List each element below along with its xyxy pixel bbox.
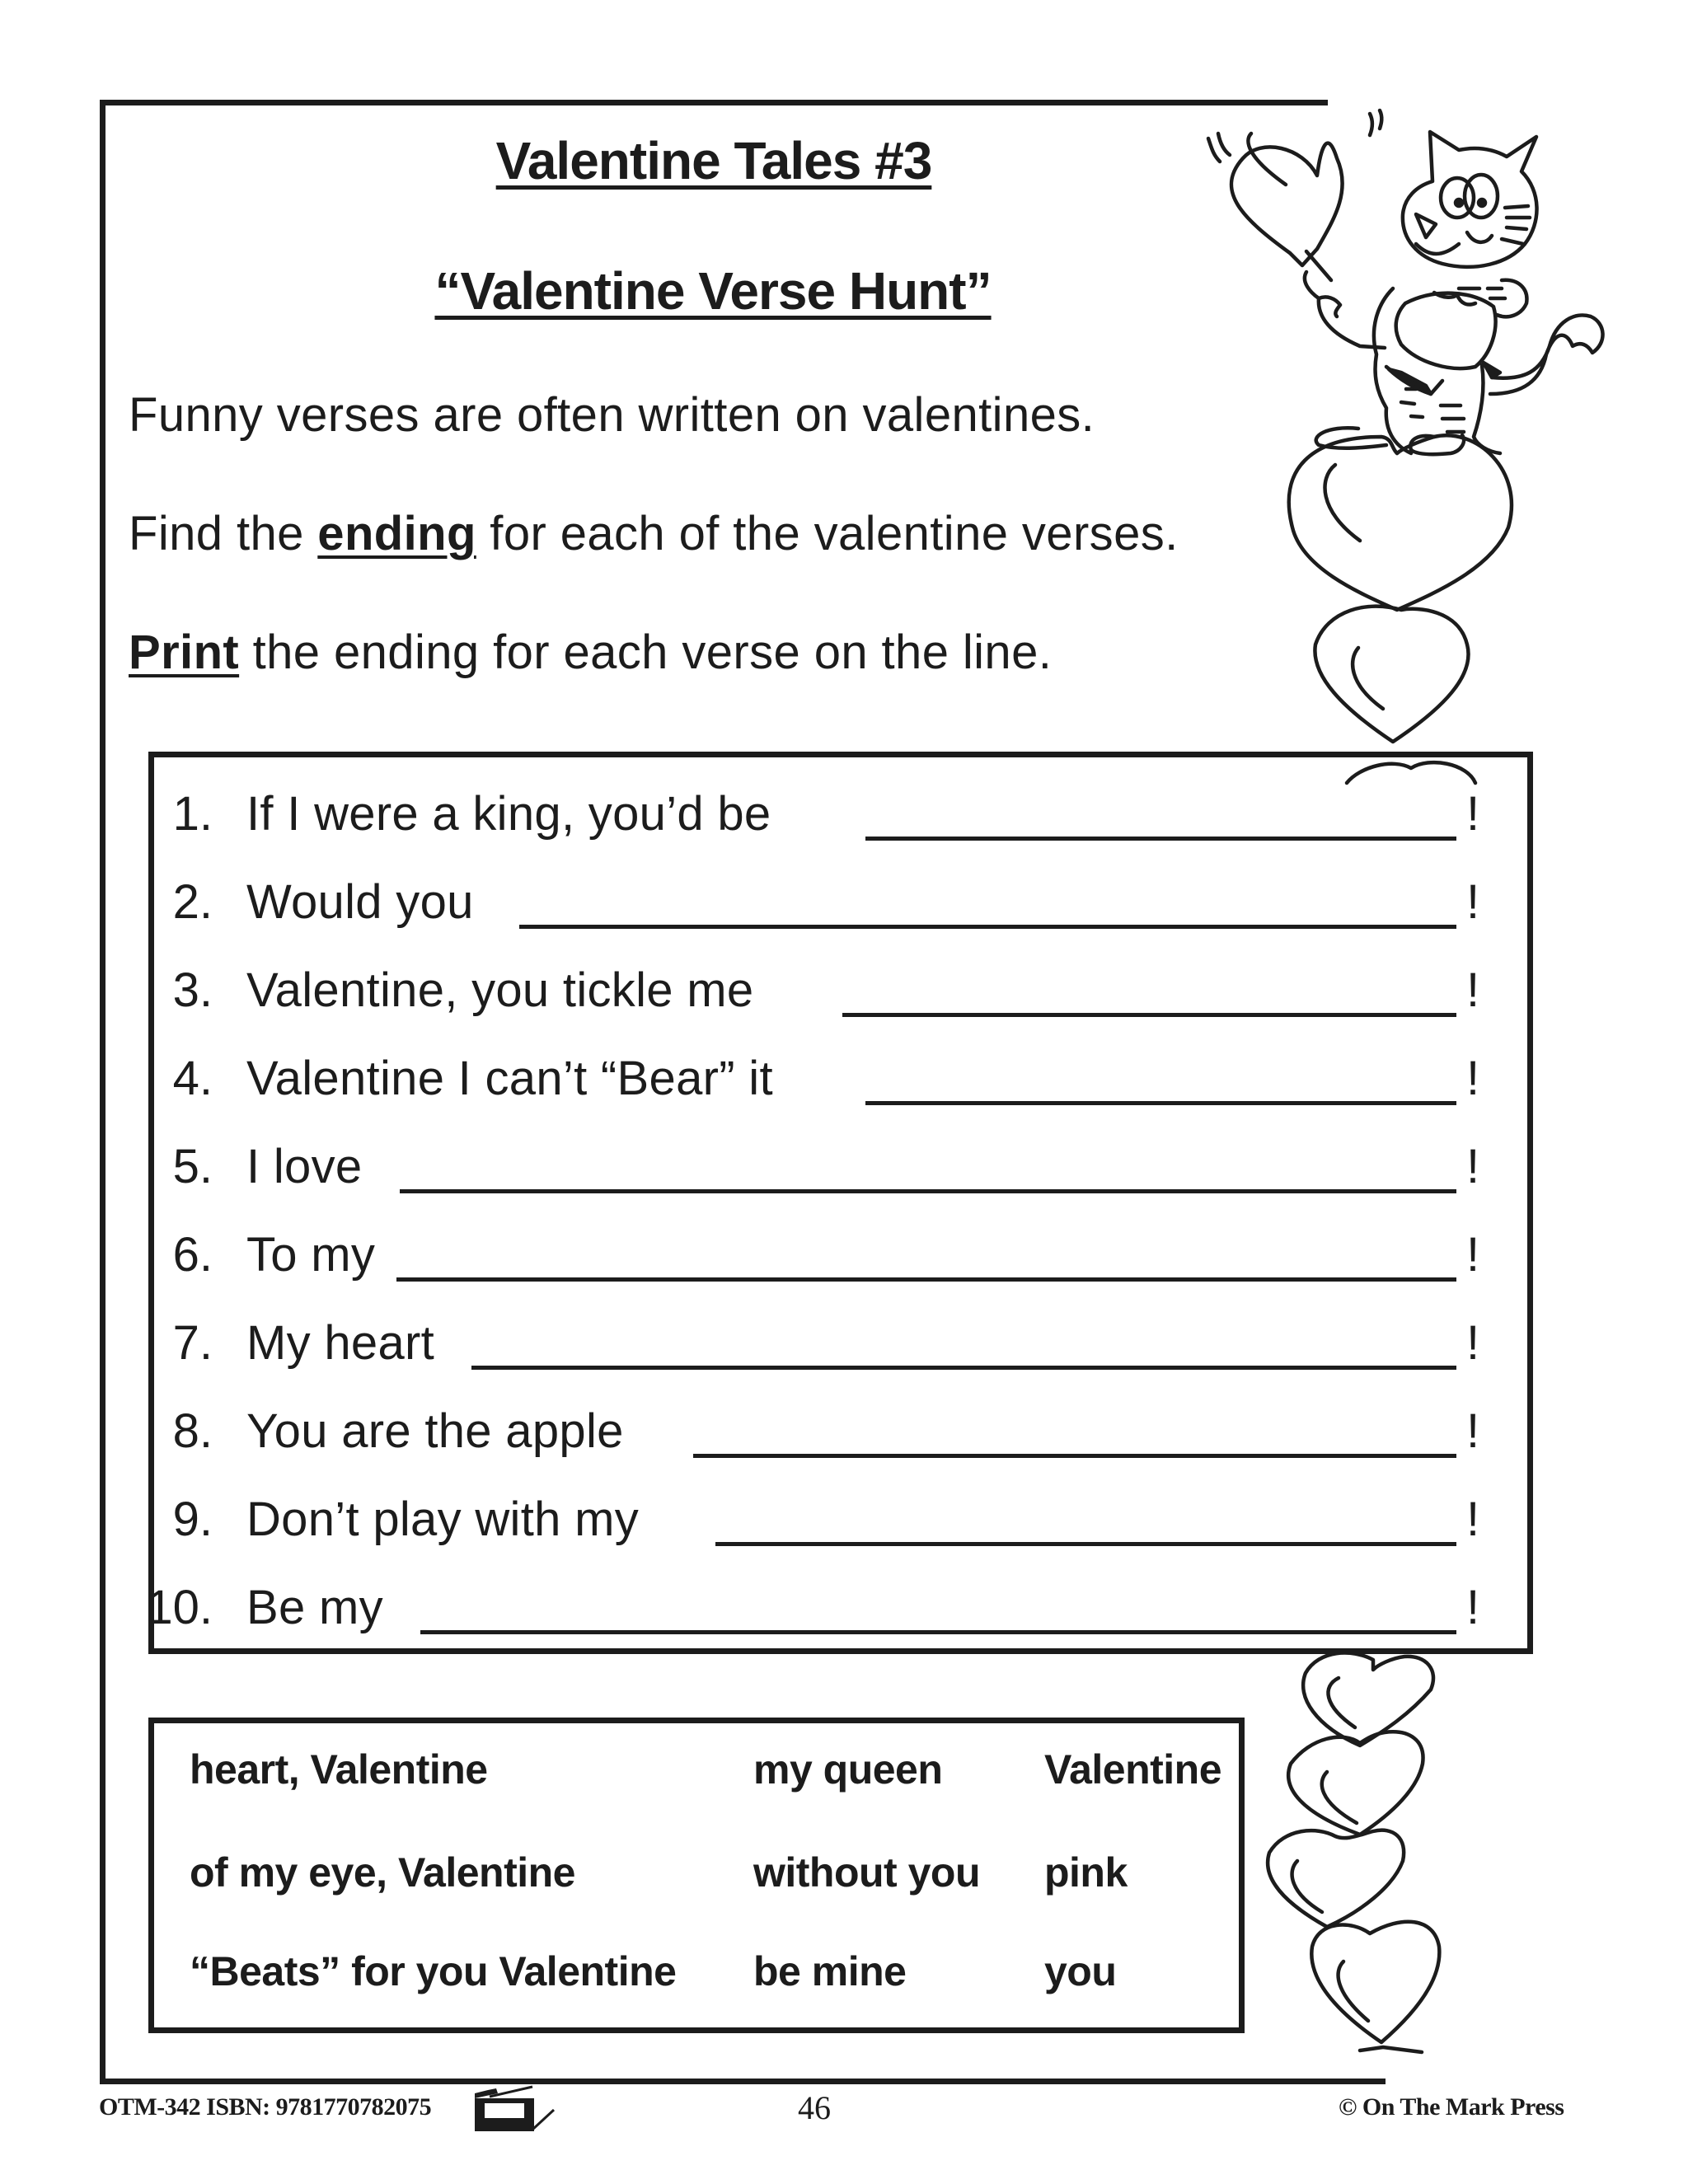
verse-end-mark: ! (1466, 1493, 1480, 1546)
cat-on-hearts-illustration (1195, 82, 1688, 791)
instruction-text: for each of the valentine verses. (476, 507, 1179, 560)
emphasis-ending: ending (317, 507, 476, 560)
verse-end-mark: ! (1466, 1052, 1480, 1105)
verse-end-mark: ! (1466, 1140, 1480, 1193)
verse-number: 2. (172, 875, 213, 929)
heart-stack-top-icon (1289, 435, 1512, 610)
answer-blank[interactable] (420, 1630, 1456, 1634)
answer-blank[interactable] (693, 1454, 1456, 1458)
answer-blank[interactable] (471, 1366, 1456, 1370)
verse-row (154, 1226, 1527, 1284)
verse-list-box (148, 752, 1533, 1654)
footer-copyright: © On The Mark Press (1339, 2093, 1564, 2121)
verse-row (154, 1138, 1527, 1196)
verse-number: 10. (146, 1581, 213, 1634)
answer-blank[interactable] (396, 1277, 1456, 1282)
page-frame-left (100, 100, 106, 2084)
emphasis-print: Print (129, 626, 240, 679)
cat-body-icon (1374, 280, 1526, 453)
instruction-line-3 (129, 626, 1052, 679)
verse-row (154, 1315, 1527, 1372)
verse-prompt: Would you (246, 875, 474, 929)
verse-prompt: Valentine, you tickle me (246, 963, 754, 1017)
instruction-text: the ending for each verse on the line. (239, 626, 1053, 679)
page-number: 46 (798, 2089, 831, 2126)
verse-end-mark: ! (1466, 1228, 1480, 1282)
verse-row (154, 874, 1527, 931)
instruction-text: Find the (129, 507, 318, 560)
balloon-heart-icon (1231, 134, 1343, 280)
verse-end-mark: ! (1466, 1316, 1480, 1370)
word-bank-item: you (1044, 1948, 1117, 1994)
verse-end-mark: ! (1466, 963, 1480, 1017)
verse-row (146, 1579, 1527, 1637)
footer-product-code: OTM-342 ISBN: 9781770782075 (99, 2093, 432, 2121)
verse-row (154, 1491, 1527, 1549)
answer-blank[interactable] (842, 1013, 1456, 1017)
heart-icon (1268, 1830, 1404, 1927)
photocopier-icon (471, 2085, 562, 2131)
answer-blank[interactable] (519, 925, 1456, 929)
verse-number: 7. (172, 1316, 213, 1370)
verse-end-mark: ! (1466, 875, 1480, 929)
page-subtitle: “Valentine Verse Hunt” (434, 261, 992, 321)
verse-prompt: Be my (246, 1581, 383, 1634)
page-frame-bottom (100, 2079, 1386, 2084)
verse-prompt: Valentine I can’t “Bear” it (246, 1052, 773, 1105)
heart-icon (1303, 1653, 1433, 1746)
word-bank-item: heart, Valentine (190, 1746, 488, 1793)
page-title: Valentine Tales #3 (495, 131, 932, 190)
answer-blank[interactable] (715, 1542, 1456, 1546)
page-frame-top (100, 100, 1328, 105)
cat-tail-icon (1490, 316, 1603, 395)
instruction-text: Funny verses are often written on valentines. (129, 388, 1095, 442)
verse-number: 5. (172, 1140, 213, 1193)
word-bank-item: without you (753, 1849, 980, 1896)
word-bank-item: my queen (753, 1746, 943, 1793)
word-bank-item: of my eye, Valentine (190, 1849, 575, 1896)
verse-row (154, 962, 1527, 1019)
verse-number: 9. (172, 1493, 213, 1546)
verse-end-mark: ! (1466, 787, 1480, 841)
word-bank-item: pink (1044, 1849, 1128, 1896)
answer-blank[interactable] (865, 837, 1456, 841)
instruction-line-2 (129, 508, 1179, 560)
verse-end-mark: ! (1466, 1404, 1480, 1458)
answer-blank[interactable] (865, 1101, 1456, 1105)
heart-stack-middle-icon (1315, 607, 1468, 742)
instruction-line-1 (129, 389, 1095, 442)
word-bank-item: be mine (753, 1948, 907, 1994)
verse-end-mark: ! (1466, 1581, 1480, 1634)
verse-prompt: My heart (246, 1316, 435, 1370)
heart-stack-lower-illustration (1236, 1640, 1484, 2102)
verse-prompt: You are the apple (246, 1404, 624, 1458)
verse-prompt: I love (246, 1140, 363, 1193)
heart-stack-bottom-icon (1347, 762, 1475, 783)
verse-row (154, 1050, 1527, 1108)
verse-prompt: If I were a king, you’d be (246, 787, 771, 841)
answer-blank[interactable] (400, 1189, 1456, 1193)
word-bank-box (148, 1718, 1245, 2033)
verse-prompt: Don’t play with my (246, 1493, 639, 1546)
verse-prompt: To my (246, 1228, 376, 1282)
verse-number: 1. (172, 787, 213, 841)
verse-row (154, 1403, 1527, 1460)
verse-number: 3. (172, 963, 213, 1017)
verse-number: 6. (172, 1228, 213, 1282)
heart-icon (1288, 1732, 1423, 1835)
verse-number: 4. (172, 1052, 213, 1105)
verse-row (154, 785, 1527, 843)
heart-icon (1311, 1922, 1439, 2042)
word-bank-item: “Beats” for you Valentine (190, 1948, 677, 1994)
verse-number: 8. (172, 1404, 213, 1458)
cat-head-icon (1403, 132, 1537, 267)
word-bank-item: Valentine (1044, 1746, 1222, 1793)
